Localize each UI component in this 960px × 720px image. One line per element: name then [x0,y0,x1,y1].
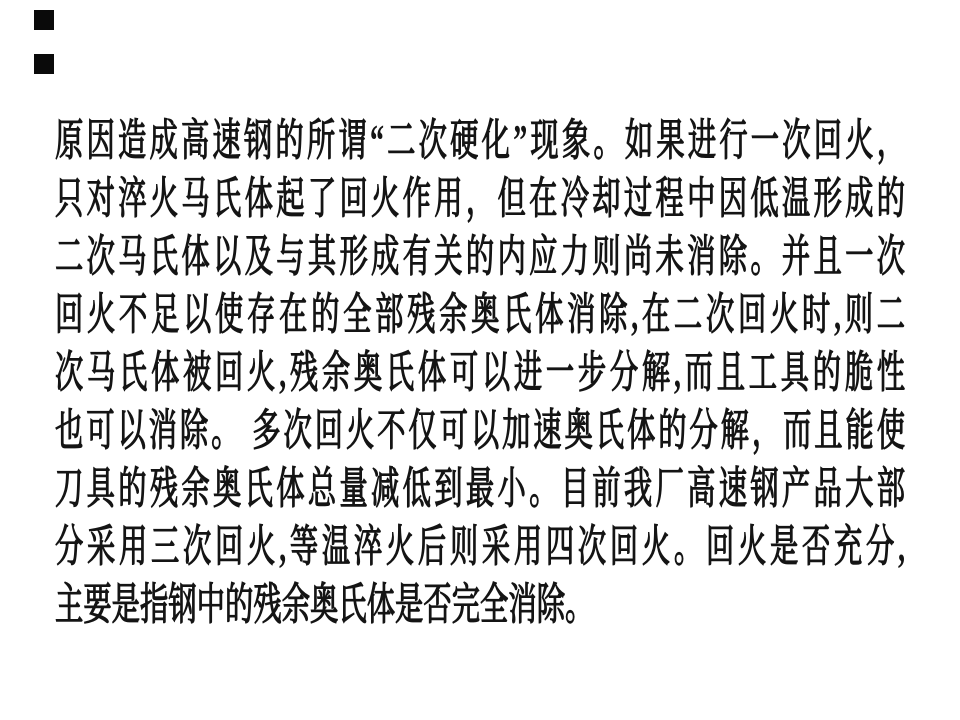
text-line-8: 分采用三次回火,等温淬火后则采用四次回火。回火是否充分, [55,522,906,571]
scan-artifact-square-bottom [34,54,54,74]
scan-artifact-square-top [34,10,54,30]
text-line-9: 主要是指钢中的残余奥氏体是否完全消除。 [55,580,594,629]
text-line-5: 次马氏体被回火,残余奥氏体可以进一步分解,而且工具的脆性 [55,348,906,397]
body-text-paragraph [55,112,905,634]
text-line-4: 回火不足以使存在的全部残余奥氏体消除,在二次回火时,则二 [55,290,906,339]
text-line-3: 二次马氏体以及与其形成有关的内应力则尚未消除。并且一次 [55,232,906,281]
text-line-1: 原因造成高速钢的所谓“二次硬化”现象。如果进行一次回火， [55,116,906,165]
text-line-2: 只对淬火马氏体起了回火作用，但在冷却过程中因低温形成的 [55,174,906,223]
text-line-7: 刀具的残余奥氏体总量减低到最小。目前我厂高速钢产品大部 [55,464,906,513]
text-line-6: 也可以消除。 多次回火不仅可以加速奥氏体的分解，而且能使 [55,406,906,455]
